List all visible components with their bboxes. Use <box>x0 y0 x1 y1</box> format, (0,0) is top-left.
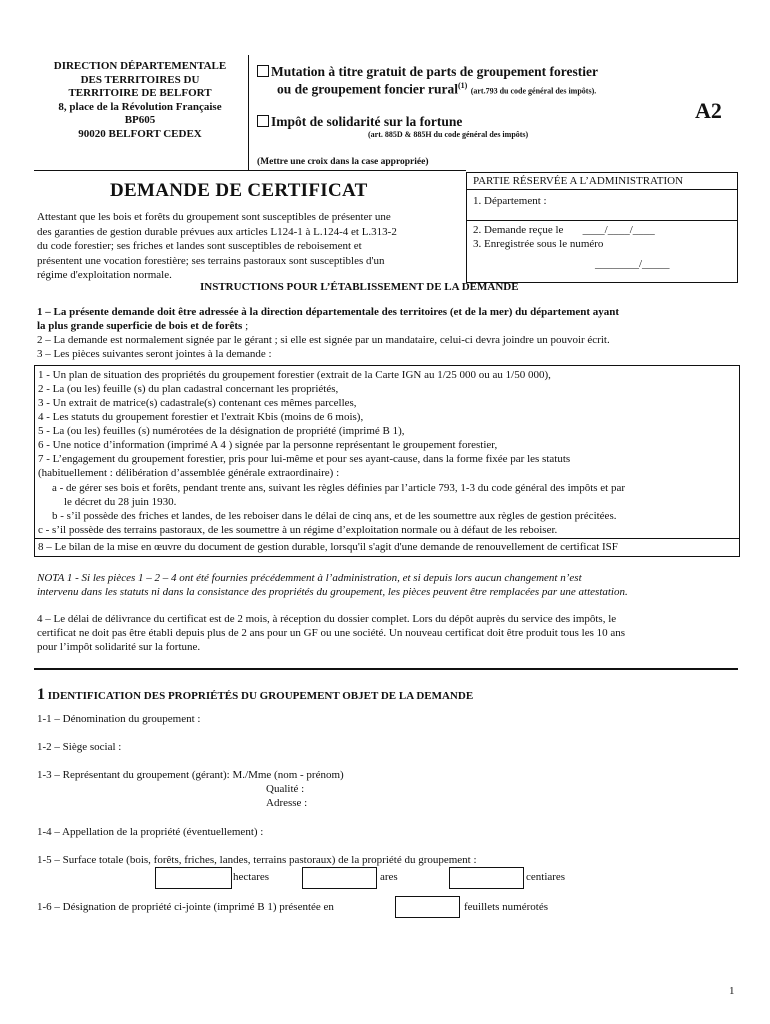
address-line: BP605 <box>124 114 156 126</box>
delai-line: pour l’impôt solidarité sur la fortune. <box>37 641 201 653</box>
header-rule <box>34 170 466 171</box>
feuillets-label: feuillets numérotés <box>464 901 549 913</box>
option-isf <box>257 114 462 130</box>
instruction-1-end: ; <box>242 320 249 332</box>
option-mutation-ref: (art.793 du code général des impôts). <box>470 86 597 96</box>
pieces-rule <box>35 538 739 539</box>
page-number: 1 <box>729 985 735 997</box>
piece-item: 6 - Une notice d’information (imprimé A 4 ) signée par la personne représentant le groupement forestier, <box>38 439 498 451</box>
hectares-label: hectares <box>233 871 270 883</box>
option-mutation-label: Mutation à titre gratuit de parts de groupement forestier <box>271 64 598 79</box>
instruction-1: 1 – La présente demande doit être adressée à la direction départementale des territoires (et de la mer) du département ayant <box>37 306 620 318</box>
form-code: A2 <box>695 98 722 123</box>
ares-label: ares <box>380 871 398 883</box>
section-1-heading <box>37 686 473 704</box>
admin-rule <box>467 220 737 221</box>
feuillets-count-input[interactable] <box>395 896 460 918</box>
centiares-input[interactable] <box>449 867 524 889</box>
page-title: DEMANDE DE CERTIFICAT <box>110 180 368 201</box>
instruction-3: 3 – Les pièces suivantes seront jointes à la demande : <box>37 348 272 360</box>
intro-line: présentent une vocation forestière; ses terrains pastoraux sont susceptibles d'un <box>37 254 385 267</box>
option-mutation-line2 <box>277 81 596 98</box>
section-separator <box>34 668 738 670</box>
piece-item: (habituellement : délibération d’assemblée générale extraordinaire) : <box>38 467 340 479</box>
admin-reserved-box <box>466 172 738 283</box>
footnote-ref: (1) <box>457 81 468 90</box>
section-title: IDENTIFICATION DES PROPRIÉTÉS DU GROUPEMENT OBJET DE LA DEMANDE <box>47 690 474 702</box>
instruction-1-cont <box>37 320 248 332</box>
centiares-label: centiares <box>526 871 566 883</box>
piece-item: 8 – Le bilan de la mise en œuvre du document de gestion durable, lorsqu'il s'agit d'une demande de renouvellement de certificat ISF <box>38 541 618 553</box>
piece-subitem: b - s’il possède des friches et landes, de les reboiser dans le délai de cinq ans, et de les soumettre aux règles de gestion précitées. <box>52 510 617 522</box>
field-appellation[interactable]: 1-4 – Appellation de la propriété (éventuellement) : <box>37 826 264 838</box>
piece-subitem: c - s’il possède des terrains pastoraux, de les soumettre à un régime d’exploitation normale ou à défaut de les reboiser. <box>38 524 558 536</box>
isf-checkbox[interactable] <box>257 115 269 127</box>
instruction-1-bold: la plus grande superficie de bois et de forêts <box>37 320 243 332</box>
nota-line: NOTA 1 - Si les pièces 1 – 2 – 4 ont été fournies précédemment à l’administration, et si depuis lors aucun changement n’est <box>37 572 582 584</box>
delai-line: certificat ne doit pas être établi depuis plus de 2 ans pour un GF ou une société. Un nouveau certificat doit être produit tous les 10 ans <box>37 627 626 639</box>
admin-departement: 1. Département : <box>473 195 547 207</box>
piece-subitem: le décret du 28 juin 1930. <box>64 496 177 508</box>
field-qualite[interactable]: Qualité : <box>266 783 305 795</box>
option-mutation <box>257 64 598 80</box>
admin-enregistree: 3. Enregistrée sous le numéro <box>473 238 604 250</box>
piece-item: 3 - Un extrait de matrice(s) cadastrale(s) contenant ces mêmes parcelles, <box>38 397 357 409</box>
intro-line: Attestant que les bois et forêts du groupement sont susceptibles de présenter une <box>37 211 391 223</box>
address-line: TERRITOIRE DE BELFORT <box>68 87 212 99</box>
hectares-input[interactable] <box>155 867 232 889</box>
field-siege[interactable]: 1-2 – Siège social : <box>37 741 122 753</box>
option-isf-ref: (art. 885D & 885H du code général des impôts) <box>368 130 529 139</box>
intro-line: des garanties de gestion durable prévues aux articles L124-1 à L.124-4 et L.313-2 <box>37 225 397 238</box>
administration-address <box>34 60 246 141</box>
checkbox-instruction: (Mettre une croix dans la case appropriée) <box>257 157 429 167</box>
field-representant[interactable]: 1-3 – Représentant du groupement (gérant): M./Mme (nom - prénom) <box>37 769 344 781</box>
ares-input[interactable] <box>302 867 377 889</box>
admin-numero[interactable]: ________/_____ <box>595 258 670 270</box>
address-line: 90020 BELFORT CEDEX <box>78 127 202 140</box>
delai-line: 4 – Le délai de délivrance du certificat est de 2 mois, à réception du dossier complet. Lors du dépôt auprès du service des impôts, le <box>37 613 617 625</box>
admin-rule <box>467 189 737 190</box>
intro-line: du code forestier; ses friches et landes sont susceptibles de reboisement et <box>37 240 362 252</box>
piece-subitem: a - de gérer ses bois et forêts, pendant trente ans, suivant les règles définies par l’article 793, 1-3 du code général des impôts et par <box>52 482 626 494</box>
piece-item: 2 - La (ou les) feuille (s) du plan cadastral concernant les propriétés, <box>38 383 339 395</box>
piece-item: 1 - Un plan de situation des propriétés du groupement forestier (extrait de la Carte IGN au 1/25 000 ou au 1/50 000), <box>38 369 551 381</box>
intro-text <box>37 210 462 283</box>
field-designation: 1-6 – Désignation de propriété ci-jointe (imprimé B 1) présentée en <box>37 901 334 913</box>
address-line: 8, place de la Révolution Française <box>58 100 222 113</box>
mutation-checkbox[interactable] <box>257 65 269 77</box>
pieces-list-box <box>34 365 740 557</box>
intro-line: régime d'exploitation normale. <box>37 269 172 281</box>
address-line: DIRECTION DÉPARTEMENTALE <box>53 60 227 72</box>
header-divider <box>248 55 249 170</box>
field-adresse[interactable]: Adresse : <box>266 797 308 809</box>
field-surface: 1-5 – Surface totale (bois, forêts, friches, landes, terrains pastoraux) de la propriété du groupement : <box>37 854 477 866</box>
option-mutation-label2: ou de groupement foncier rural <box>277 81 458 97</box>
field-denomination[interactable]: 1-1 – Dénomination du groupement : <box>37 713 201 725</box>
section-number: 1 <box>37 686 45 703</box>
address-line: DES TERRITOIRES DU <box>80 73 200 86</box>
admin-header: PARTIE RÉSERVÉE A L’ADMINISTRATION <box>473 175 684 187</box>
nota-line: intervenu dans les statuts ni dans la consistance des propriétés du groupement, les pièces peuvent être remplacées par une attestation. <box>37 586 628 598</box>
piece-item: 7 - L’engagement du groupement forestier, pris pour lui-même et pour ses ayant-cause, dans la forme fixée par les statuts <box>38 453 571 465</box>
piece-item: 5 - La (ou les) feuilles (s) numérotées de la désignation de propriété (imprimé B 1), <box>38 425 405 437</box>
admin-demande-date[interactable]: 2. Demande reçue le ____/____/____ <box>473 224 655 236</box>
piece-item: 4 - Les statuts du groupement forestier et l'extrait Kbis (moins de 6 mois), <box>38 411 364 423</box>
instruction-2: 2 – La demande est normalement signée par le gérant ; si elle est signée par un mandataire, celui-ci devra joindre un pouvoir écrit. <box>37 334 610 346</box>
instructions-heading: INSTRUCTIONS POUR L’ÉTABLISSEMENT DE LA DEMANDE <box>200 281 519 293</box>
option-isf-label: Impôt de solidarité sur la fortune <box>271 114 463 129</box>
